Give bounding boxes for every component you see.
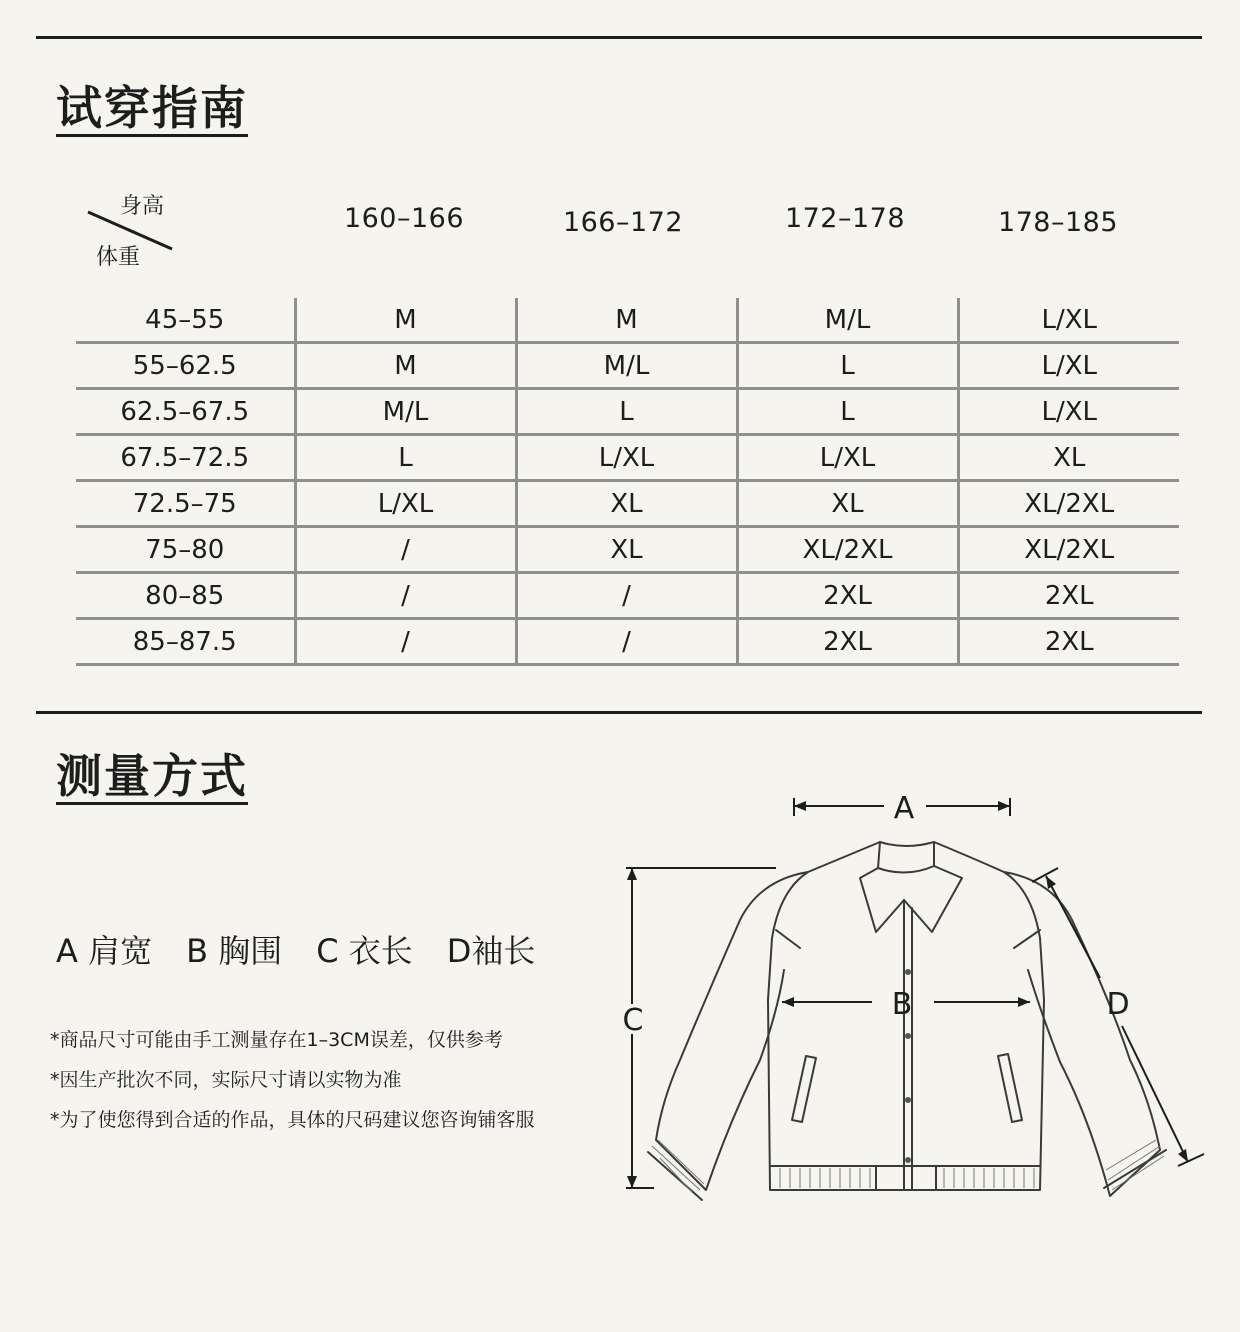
size-cell: /: [516, 619, 737, 665]
weight-range-cell: 80–85: [76, 573, 295, 619]
size-row: [76, 527, 1179, 573]
size-cell: /: [295, 527, 516, 573]
size-cell: L: [737, 389, 958, 435]
jacket-left-sleeve: [656, 872, 808, 1190]
size-cell: /: [295, 573, 516, 619]
size-cell: M/L: [737, 298, 958, 343]
weight-range-cell: 62.5–67.5: [76, 389, 295, 435]
size-row: [76, 298, 1179, 343]
size-cell: XL: [516, 527, 737, 573]
size-row: [76, 481, 1179, 527]
size-row: [76, 389, 1179, 435]
size-cell: L/XL: [737, 435, 958, 481]
weight-range-cell: 75–80: [76, 527, 295, 573]
jacket-right-pocket: [998, 1054, 1022, 1122]
weight-range-cell: 67.5–72.5: [76, 435, 295, 481]
size-cell: L: [737, 343, 958, 389]
size-cell: L/XL: [295, 481, 516, 527]
height-range-header: 178–185: [997, 207, 1119, 238]
fit-guide-title: 试穿指南: [56, 84, 248, 137]
jacket-left-pocket: [792, 1056, 816, 1122]
note-line: *商品尺寸可能由手工测量存在1–3CM误差，仅供参考: [50, 1029, 503, 1051]
size-cell: 2XL: [737, 573, 958, 619]
measurement-title: 测量方式: [56, 752, 248, 805]
size-row: [76, 343, 1179, 389]
legend-item-shoulder: A 肩宽: [56, 932, 153, 970]
dimension-label-b: B: [891, 987, 913, 1022]
weight-range-cell: 55–62.5: [76, 343, 295, 389]
size-row: [76, 435, 1179, 481]
size-cell: XL: [737, 481, 958, 527]
note-line: *为了使您得到合适的作品，具体的尺码建议您咨询铺客服: [50, 1109, 535, 1131]
size-cell: L: [295, 435, 516, 481]
size-cell: M/L: [295, 389, 516, 435]
size-row: [76, 619, 1179, 665]
size-row: [76, 573, 1179, 619]
weight-range-cell: 45–55: [76, 298, 295, 343]
size-cell: XL/2XL: [737, 527, 958, 573]
section-divider: [36, 711, 1202, 714]
size-cell: M/L: [516, 343, 737, 389]
size-cell: /: [295, 619, 516, 665]
height-range-header: 166–172: [562, 207, 684, 238]
size-cell: 2XL: [737, 619, 958, 665]
size-cell: /: [516, 573, 737, 619]
height-range-header: 172–178: [784, 203, 906, 234]
size-cell: L/XL: [958, 298, 1179, 343]
height-range-header: 160–166: [343, 203, 465, 234]
measurement-notes: [50, 1020, 535, 1140]
dimension-label-d: D: [1106, 987, 1130, 1022]
weight-range-cell: 72.5–75: [76, 481, 295, 527]
measurement-legend: [56, 926, 535, 972]
size-cell: XL: [958, 435, 1179, 481]
weight-range-cell: 85–87.5: [76, 619, 295, 665]
size-cell: 2XL: [958, 573, 1179, 619]
size-cell: L/XL: [958, 389, 1179, 435]
top-divider: [36, 36, 1202, 39]
legend-item-length: C 衣长: [316, 932, 413, 970]
corner-label-weight: 体重: [96, 245, 141, 270]
jacket-right-sleeve: [1004, 872, 1160, 1196]
size-cell: M: [295, 343, 516, 389]
size-chart-table: [76, 298, 1179, 666]
corner-label-height: 身高: [120, 194, 165, 219]
size-cell: XL/2XL: [958, 527, 1179, 573]
size-cell: L/XL: [958, 343, 1179, 389]
size-cell: L/XL: [516, 435, 737, 481]
note-line: *因生产批次不同，实际尺寸请以实物为准: [50, 1069, 402, 1091]
legend-item-sleeve: D袖长: [446, 932, 536, 970]
dimension-c-line: [626, 868, 776, 1188]
size-cell: L: [516, 389, 737, 435]
size-cell: 2XL: [958, 619, 1179, 665]
size-cell: M: [516, 298, 737, 343]
size-cell: M: [295, 298, 516, 343]
dimension-label-c: C: [622, 1003, 644, 1038]
legend-item-chest: B 胸围: [186, 932, 283, 970]
jacket-measurement-diagram: [600, 770, 1210, 1210]
size-cell: XL/2XL: [958, 481, 1179, 527]
size-cell: XL: [516, 481, 737, 527]
dimension-label-a: A: [893, 791, 915, 826]
